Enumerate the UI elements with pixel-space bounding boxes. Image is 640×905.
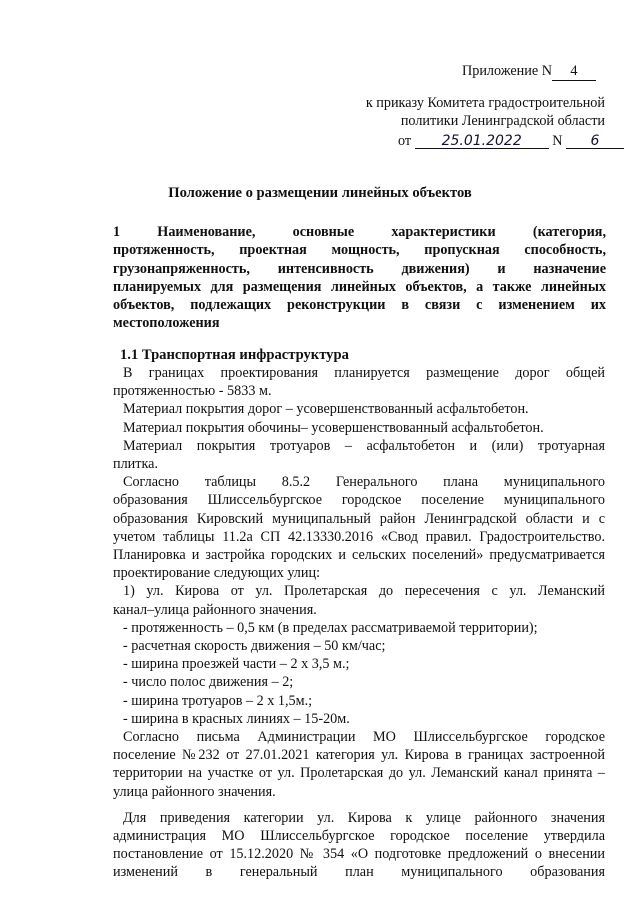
section-heading-line: объектов, подлежащих реконструкции в связи с изменением их <box>113 297 606 314</box>
order-line-2: политики Ленинградской области <box>400 113 605 129</box>
body-text-line: Планировка и застройка городских и сельских поселений» предусматривается <box>113 547 605 564</box>
body-text-line: территории на участке от ул. Пролетарская до ул. Леманский канал принята – <box>113 765 605 782</box>
appendix-label-text: Приложение N <box>462 63 552 79</box>
body-text-line: - число полос движения – 2; <box>123 674 294 691</box>
section-heading-line: 1 Наименование, основные характеристики (категория, <box>113 224 606 240</box>
body-text-line: протяженностью - 5833 м. <box>113 383 272 400</box>
section-heading-line: грузонапряженность, интенсивность движения) и назначение <box>113 260 606 277</box>
section-heading-line: планируемых для размещения линейных объектов, а также линейных <box>113 278 606 295</box>
number-label: N <box>552 133 563 149</box>
subsection-title: 1.1 Транспортная инфраструктура <box>120 347 349 363</box>
body-text-line: проектирование следующих улиц: <box>113 565 321 582</box>
body-text-line: Согласно письма Администрации МО Шлиссельбургское городское <box>123 729 605 746</box>
body-text-line: образования Кировский муниципальный район Ленинградской области и с <box>113 510 605 527</box>
section-heading-line: местоположения <box>113 315 220 332</box>
document-title: Положение о размещении линейных объектов <box>168 185 472 201</box>
body-text-line: плитка. <box>113 456 158 473</box>
order-line-1: к приказу Комитета градостроительной <box>365 95 605 111</box>
body-text-line: изменений в генеральный план муниципального образования <box>113 864 605 881</box>
body-text-line: - ширина тротуаров – 2 х 1,5м.; <box>123 692 313 709</box>
body-text-line: постановление от 15.12.2020 № 354 «О подготовке предложений о внесении <box>113 846 605 863</box>
body-text-line: - ширина в красных линиях – 15-20м. <box>123 710 350 727</box>
body-text-line: администрация МО Шлиссельбургское городское поселение утвердила <box>113 828 605 845</box>
body-text-line: - расчетная скорость движения – 50 км/час; <box>123 638 386 655</box>
body-text-line: учетом таблицы 11.2а СП 42.13330.2016 «Свод правил. Градостроительство. <box>113 528 605 545</box>
body-text-line: Согласно таблицы 8.5.2 Генерального плана муниципального <box>123 474 605 491</box>
order-number-handwritten: 6 <box>566 134 624 149</box>
body-text-line: Материал покрытия тротуаров – асфальтобетон и (или) тротуарная <box>123 437 605 454</box>
body-text-line: Для приведения категории ул. Кирова к улице районного значения <box>123 809 605 826</box>
paragraph-gap <box>113 801 605 809</box>
body-text-line: канал–улица районного значения. <box>113 601 317 618</box>
order-date-handwritten: 25.01.2022 <box>415 134 549 149</box>
from-label: от <box>398 133 412 149</box>
appendix-number: 4 <box>552 63 596 81</box>
body-text-line: В границах проектирования планируется размещение дорог общей <box>123 365 605 381</box>
body-text-line: - протяженность – 0,5 км (в пределах рассматриваемой территории); <box>123 619 538 636</box>
appendix-label <box>462 63 596 81</box>
body-text-line: Материал покрытия обочины– усовершенствованный асфальтобетон. <box>123 419 544 436</box>
body-text-line: - ширина проезжей части – 2 х 3,5 м.; <box>123 656 350 673</box>
body-text-line: образования Шлиссельбургское городское поселение муниципального <box>113 492 605 509</box>
body-text-line: улица районного значения. <box>113 783 276 800</box>
order-date-number-line <box>398 133 624 150</box>
document-body <box>113 364 605 882</box>
body-text-line: Материал покрытия дорог – усовершенствованный асфальтобетон. <box>123 401 529 418</box>
section-heading <box>113 223 606 333</box>
body-text-line: 1) ул. Кирова от ул. Пролетарская до пересечения с ул. Леманский <box>123 583 605 600</box>
body-text-line: поселение №232 от 27.01.2021 категория ул. Кирова в границах застроенной <box>113 747 605 764</box>
section-heading-line: протяженность, проектная мощность, пропускная способность, <box>113 242 606 259</box>
